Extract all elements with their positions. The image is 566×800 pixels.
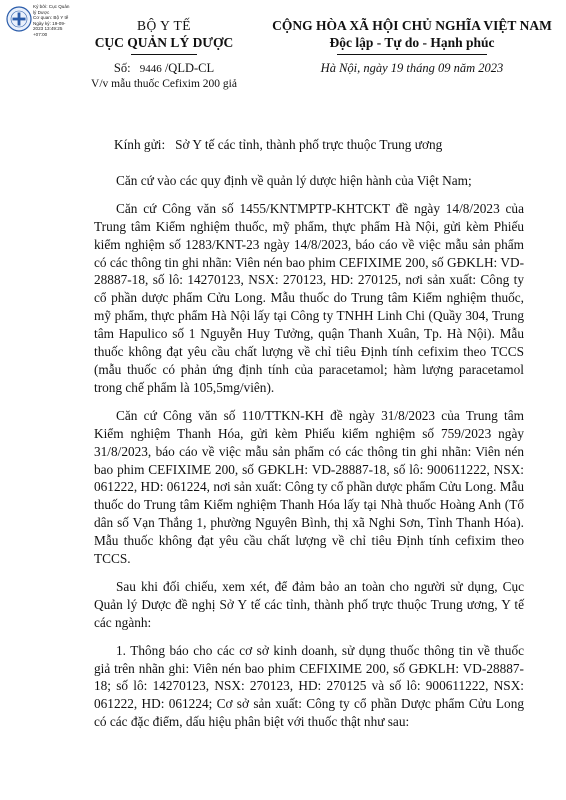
paragraph: Sau khi đối chiếu, xem xét, để đảm bảo an toàn cho người sử dụng, Cục Quản lý Dược đề nghị Sở Y tế các tỉnh, thành phố trực thuộc Trung ương, Y tế các ngành:: [94, 578, 524, 630]
signature-line: 2023 13:49:25: [33, 26, 63, 31]
number-value: 9446: [139, 63, 162, 75]
department-name: CỤC QUẢN LÝ DƯỢC: [94, 35, 234, 50]
signature-line: Cơ quan: Bộ Y tế: [33, 15, 69, 20]
paragraph: Căn cứ Công văn số 1455/KNTMPTP-KHTCKT đề ngày 14/8/2023 của Trung tâm Kiểm nghiệm thuốc, mỹ phẩm, thực phẩm Hà Nội, gửi kèm Phiếu kiểm nghiệm số 1283/KNT-23 ngày 14/8/2023, báo cáo về việc mẫu sản phẩm có các thông tin ghi nhãn: Viên nén bao phim CEFIXIME 200, số GĐKLH: VD-28887-18, số lô: 14270123, NSX: 270123, HD: 270125, nơi sản xuất: Công ty cổ phần dược phẩm Cửu Long. Mẫu thuốc do Trung tâm Kiểm nghiệm thuốc, mỹ phẩm, thực phẩm Hà Nội lấy tại Công ty TNHH Linh Chi (Quầy 304, Trung tâm Hapulico số 1 Nguyễn Huy Tưởng, quận Thanh Xuân, Tp. Hà Nội). Mẫu thuốc không đạt yêu cầu chất lượng về chỉ tiêu Định tính cefixim theo TCCS (mẫu thuốc có phản ứng định tính của paracetamol; hàm lượng paracetamol trong chế phẩm là 105,5mg/viên).: [94, 200, 524, 395]
recipient-line: Kính gửi: Sở Y tế các tỉnh, thành phố trực thuộc Trung ương: [114, 137, 443, 152]
nation-title: CỘNG HÒA XÃ HỘI CHỦ NGHĨA VIỆT NAM: [272, 18, 552, 33]
motto-underline: [337, 54, 487, 55]
document-subject: V/v mẫu thuốc Cefixim 200 giả: [91, 78, 237, 90]
ministry-seal-icon: [6, 6, 32, 32]
agency-underline: [131, 54, 197, 55]
paragraph: Căn cứ vào các quy định về quản lý dược hiện hành của Việt Nam;: [116, 172, 472, 188]
signature-line: +07:00: [33, 31, 48, 37]
letter-body: [94, 136, 524, 741]
national-title-block: [262, 18, 562, 76]
paragraph: 1. Thông báo cho các cơ sở kinh doanh, sử dụng thuốc thông tin về thuốc giả trên nhãn ghi: Viên nén bao phim CEFIXIME 200, số GĐKLH: VD-28887-18; số lô: 14270123, NSX: 270123, HD: 270125 và số lô: 900611222, NSX: 061222, HD: 061224; Cơ sở sản xuất: Công ty cổ phần Dược phẩm Cửu Long có các đặc điểm, dấu hiệu phân biệt với thuốc thật như sau:: [94, 642, 524, 730]
document-number: [64, 61, 264, 77]
signature-line: lý Dược: [33, 9, 50, 15]
national-motto: Độc lập - Tự do - Hạnh phúc: [329, 35, 495, 50]
number-suffix: /QLD-CL: [164, 61, 215, 75]
signature-line: Ký bởi: Cục Quản: [33, 4, 70, 9]
paragraph: Căn cứ Công văn số 110/TTKN-KH đề ngày 31/8/2023 của Trung tâm Kiểm nghiệm Thanh Hóa, gửi kèm Phiếu kiểm nghiệm số 759/2023 ngày 31/8/2023, báo cáo về việc mẫu sản phẩm có các thông tin ghi nhãn: Viên nén bao phim CEFIXIME 200, số GĐKLH: VD-28887-18, số lô: 900611222, NSX: 061222, HD: 061224, nơi sản xuất: Công ty cổ phần dược phẩm Cửu Long. Mẫu thuốc do Trung tâm Kiểm nghiệm Thanh Hóa lấy tại Nhà thuốc Hoàng Anh (Tổ dân số Vạn Thắng 1, phường Nguyên Bình, thị xã Nghi Sơn, Tỉnh Thanh Hóa). Mẫu thuốc không đạt yêu cầu chất lượng về chỉ tiêu Định tính cefixim theo TCCS.: [94, 407, 524, 567]
issue-date: Hà Nội, ngày 19 tháng 09 năm 2023: [320, 61, 504, 75]
issuing-agency-block: [64, 18, 264, 91]
ministry-name: BỘ Y TẾ: [137, 18, 191, 33]
number-label: Số:: [113, 61, 131, 75]
signature-line: Ngày ký: 19-09-: [33, 20, 66, 26]
